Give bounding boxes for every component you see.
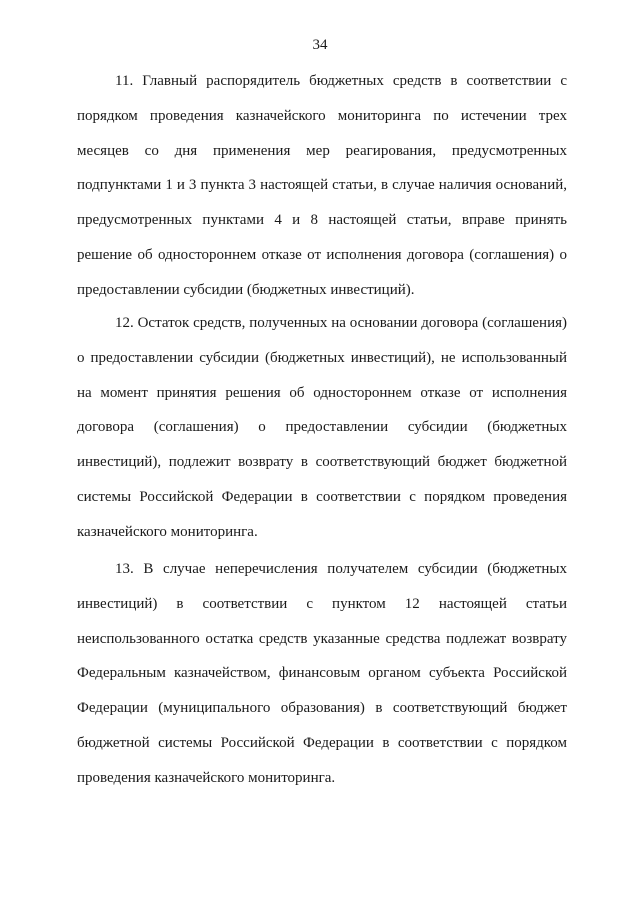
- paragraph-13: 13. В случае неперечисления получателем субсидии (бюджетных инвестиций) в соответствии с пунктом 12 настоящей статьи неиспользованного остатка средств указанные средства подлежат возврату Федеральным казначейством, финансовым органом субъекта Российской Федерации (муниципального образования) в соответствующий бюджет бюджетной системы Российской Федерации в соответствии с порядком проведения казначейского мониторинга.: [77, 561, 567, 786]
- page-number: 34: [312, 37, 328, 53]
- paragraph-11: 11. Главный распорядитель бюджетных средств в соответствии с порядком проведения казначейского мониторинга по истечении трех месяцев со дня применения мер реагирования, предусмотренных подпунктами 1 и 3 пункта 3 настоящей статьи, в случае наличия оснований, предусмотренных пунктами 4 и 8 настоящей статьи, вправе принять решение об одностороннем отказе от исполнения договора (соглашения) о предоставлении субсидии (бюджетных инвестиций).: [77, 73, 567, 298]
- paragraph-12: 12. Остаток средств, полученных на основании договора (соглашения) о предоставлении субсидии (бюджетных инвестиций), не использованный на момент принятия решения об одностороннем отказе от исполнения договора (соглашения) о предоставлении субсидии (бюджетных инвестиций), подлежит возврату в соответствующий бюджет бюджетной системы Российской Федерации в соответствии с порядком проведения казначейского мониторинга.: [77, 315, 567, 540]
